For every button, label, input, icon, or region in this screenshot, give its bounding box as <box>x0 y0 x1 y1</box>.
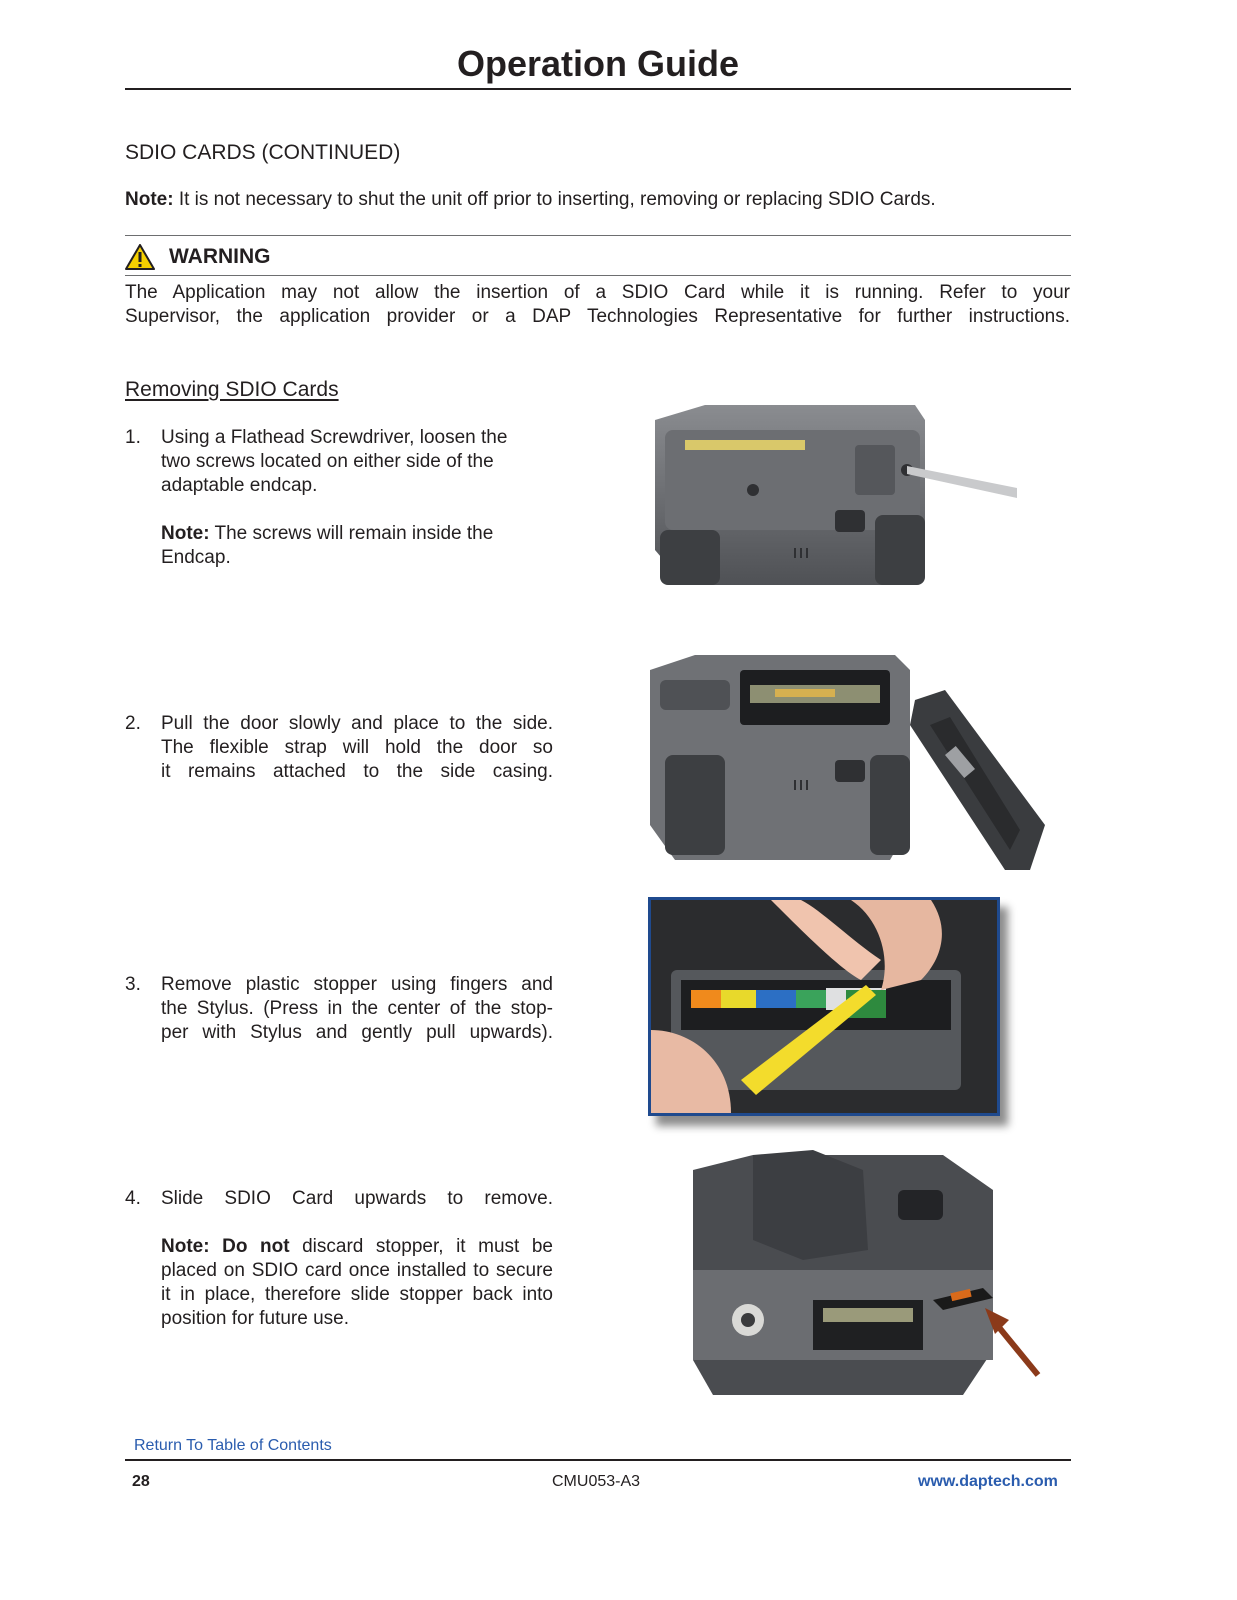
note-text: The screws will remain inside the <box>209 523 494 544</box>
step-number: 1. <box>125 427 141 448</box>
step-number: 4. <box>125 1188 141 1209</box>
warning-line: The Application may not allow the insertion of a SDIO Card while it is running. Refer to your <box>125 282 1070 303</box>
warning-text <box>125 281 1070 329</box>
warning-line: Supervisor, the application provider or a DAP Technologies Representative for further instructions. <box>125 306 1070 327</box>
step-line: per with Stylus and gently pull upwards). <box>161 1022 553 1043</box>
section-heading: SDIO CARDS (CONTINUED) <box>125 141 401 164</box>
note-text: placed on SDIO card once installed to secure <box>161 1260 553 1281</box>
warning-rule-bottom <box>125 275 1071 276</box>
note-text: Endcap. <box>161 547 231 568</box>
note-emphasis: Do not <box>209 1236 290 1257</box>
note-label: Note: <box>161 1236 210 1257</box>
step-line: two screws located on either side of the <box>161 451 494 472</box>
section-note <box>125 187 936 213</box>
website-link[interactable]: www.daptech.com <box>918 1473 1058 1490</box>
header-rule <box>125 88 1071 90</box>
warning-rule-top <box>125 235 1071 236</box>
step-line: Remove plastic stopper using fingers and <box>161 974 553 995</box>
warning-label: WARNING <box>169 245 271 268</box>
step-line: Slide SDIO Card upwards to remove. <box>161 1188 553 1209</box>
removing-heading: Removing SDIO Cards <box>125 378 339 401</box>
step-body <box>161 712 553 784</box>
note-label: Note: <box>161 523 210 544</box>
note-text: discard stopper, it must be <box>289 1236 553 1257</box>
step-3 <box>125 973 553 1045</box>
photo-stylus <box>648 897 1000 1116</box>
step-line: Pull the door slowly and place to the side. <box>161 713 553 734</box>
step-4 <box>125 1187 553 1331</box>
step-2 <box>125 712 553 784</box>
page-number: 28 <box>132 1473 150 1490</box>
warning-header <box>125 243 271 271</box>
return-to-toc-link[interactable]: Return To Table of Contents <box>134 1437 332 1454</box>
step-body <box>161 426 553 570</box>
step-body <box>161 973 553 1045</box>
step-number: 2. <box>125 713 141 734</box>
note-text: it in place, therefore slide stopper back into <box>161 1284 553 1305</box>
step-line: the Stylus. (Press in the center of the stop- <box>161 998 553 1019</box>
step-note <box>161 522 553 546</box>
document-code: CMU053-A3 <box>552 1473 641 1490</box>
step-line: Using a Flathead Screwdriver, loosen the <box>161 427 508 448</box>
photo-card-slide <box>693 1150 1048 1400</box>
step-body <box>161 1187 553 1331</box>
step-line: The flexible strap will hold the door so <box>161 737 553 758</box>
warning-triangle-icon <box>125 244 155 270</box>
footer-rule <box>125 1459 1071 1461</box>
note-label: Note: <box>125 189 174 210</box>
step-1 <box>125 426 553 570</box>
step-note <box>161 1235 553 1259</box>
photo-screwdriver <box>645 400 1020 595</box>
note-text: It is not necessary to shut the unit off prior to inserting, removing or replacing SDIO Cards. <box>173 189 936 210</box>
note-text: position for future use. <box>161 1308 349 1329</box>
page-title: Operation Guide <box>456 43 740 84</box>
step-line: it remains attached to the side casing. <box>161 761 553 782</box>
photo-door-open <box>645 645 1055 875</box>
step-number: 3. <box>125 974 141 995</box>
step-line: adaptable endcap. <box>161 475 318 496</box>
